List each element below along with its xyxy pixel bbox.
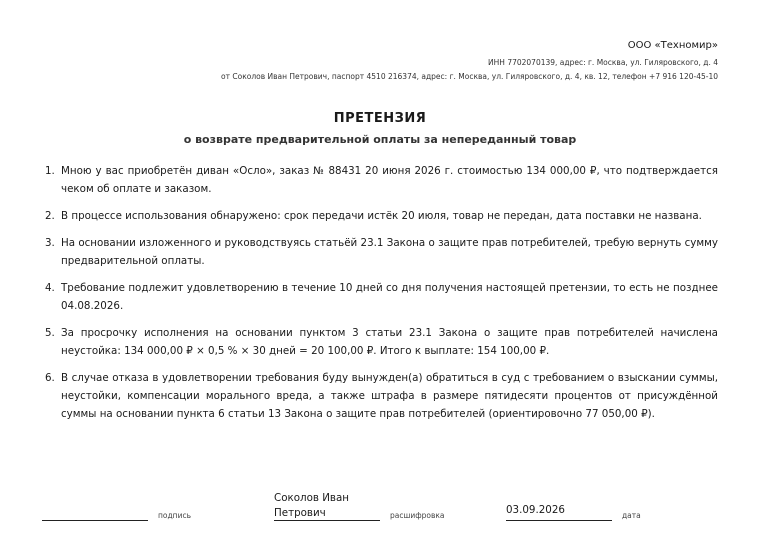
item-number: 5. <box>45 327 55 339</box>
name-line <box>274 519 380 521</box>
claim-items <box>43 162 718 432</box>
document-subtitle: о возврате предварительной оплаты за непереданный товар <box>183 133 577 146</box>
name-caption: расшифровка <box>390 511 445 520</box>
claim-item <box>43 207 718 225</box>
signature-line <box>42 519 148 521</box>
sender-details: от Соколов Иван Петрович, паспорт 4510 216374, адрес: г. Москва, ул. Гиляровского, д. 4, кв. 12, телефон +7 916 120-45-10 <box>221 72 718 81</box>
claim-item <box>43 369 718 423</box>
date-value: 03.09.2026 <box>506 504 565 516</box>
document-title: ПРЕТЕНЗИЯ <box>333 111 427 126</box>
recipient-company: ООО «Техномир» <box>627 40 718 51</box>
date-caption: дата <box>622 511 641 520</box>
item-number: 1. <box>45 165 55 177</box>
recipient-details: ИНН 7702070139, адрес: г. Москва, ул. Гиляровского, д. 4 <box>488 58 718 67</box>
signature-caption: подпись <box>158 511 191 520</box>
claim-item <box>43 279 718 315</box>
item-number: 3. <box>45 237 55 249</box>
claim-item <box>43 162 718 198</box>
item-text: В процессе использования обнаружено: срок передачи истёк 20 июля, товар не передан, дата поставки не названа. <box>61 210 702 222</box>
date-line <box>506 519 612 521</box>
claim-item <box>43 234 718 270</box>
item-text: За просрочку исполнения на основании пунктом 3 статьи 23.1 Закона о защите прав потребителей начислена неустойка: 134 000,00 ₽ × 0,5 % × 30 дней = 20 100,00 ₽. Итого к выплате: 154 100,00 ₽. <box>61 327 718 357</box>
claim-item <box>43 324 718 360</box>
item-text: Мною у вас приобретён диван «Осло», заказ № 88431 20 июня 2026 г. стоимостью 134 000,00 ₽, что подтверждается чеком об оплате и заказом. <box>61 165 718 195</box>
name-value: Соколов Иван Петрович <box>274 492 350 519</box>
item-number: 2. <box>45 210 55 222</box>
item-text: На основании изложенного и руководствуясь статьёй 23.1 Закона о защите прав потребителей, требую вернуть сумму предварительной оплаты. <box>61 237 718 267</box>
item-text: В случае отказа в удовлетворении требования буду вынужден(а) обратиться в суд с требованием о взыскании суммы, неустойки, компенсации морального вреда, а также штрафа в размере пятидесяти процентов от присуждённой суммы на основании пункта 6 статьи 13 Закона о защите прав потребителей (ориентировочно 77 050,00 ₽). <box>61 372 718 420</box>
item-number: 4. <box>45 282 55 294</box>
item-text: Требование подлежит удовлетворению в течение 10 дней со дня получения настоящей претензии, то есть не позднее 04.08.2026. <box>61 282 718 312</box>
item-number: 6. <box>45 372 55 384</box>
